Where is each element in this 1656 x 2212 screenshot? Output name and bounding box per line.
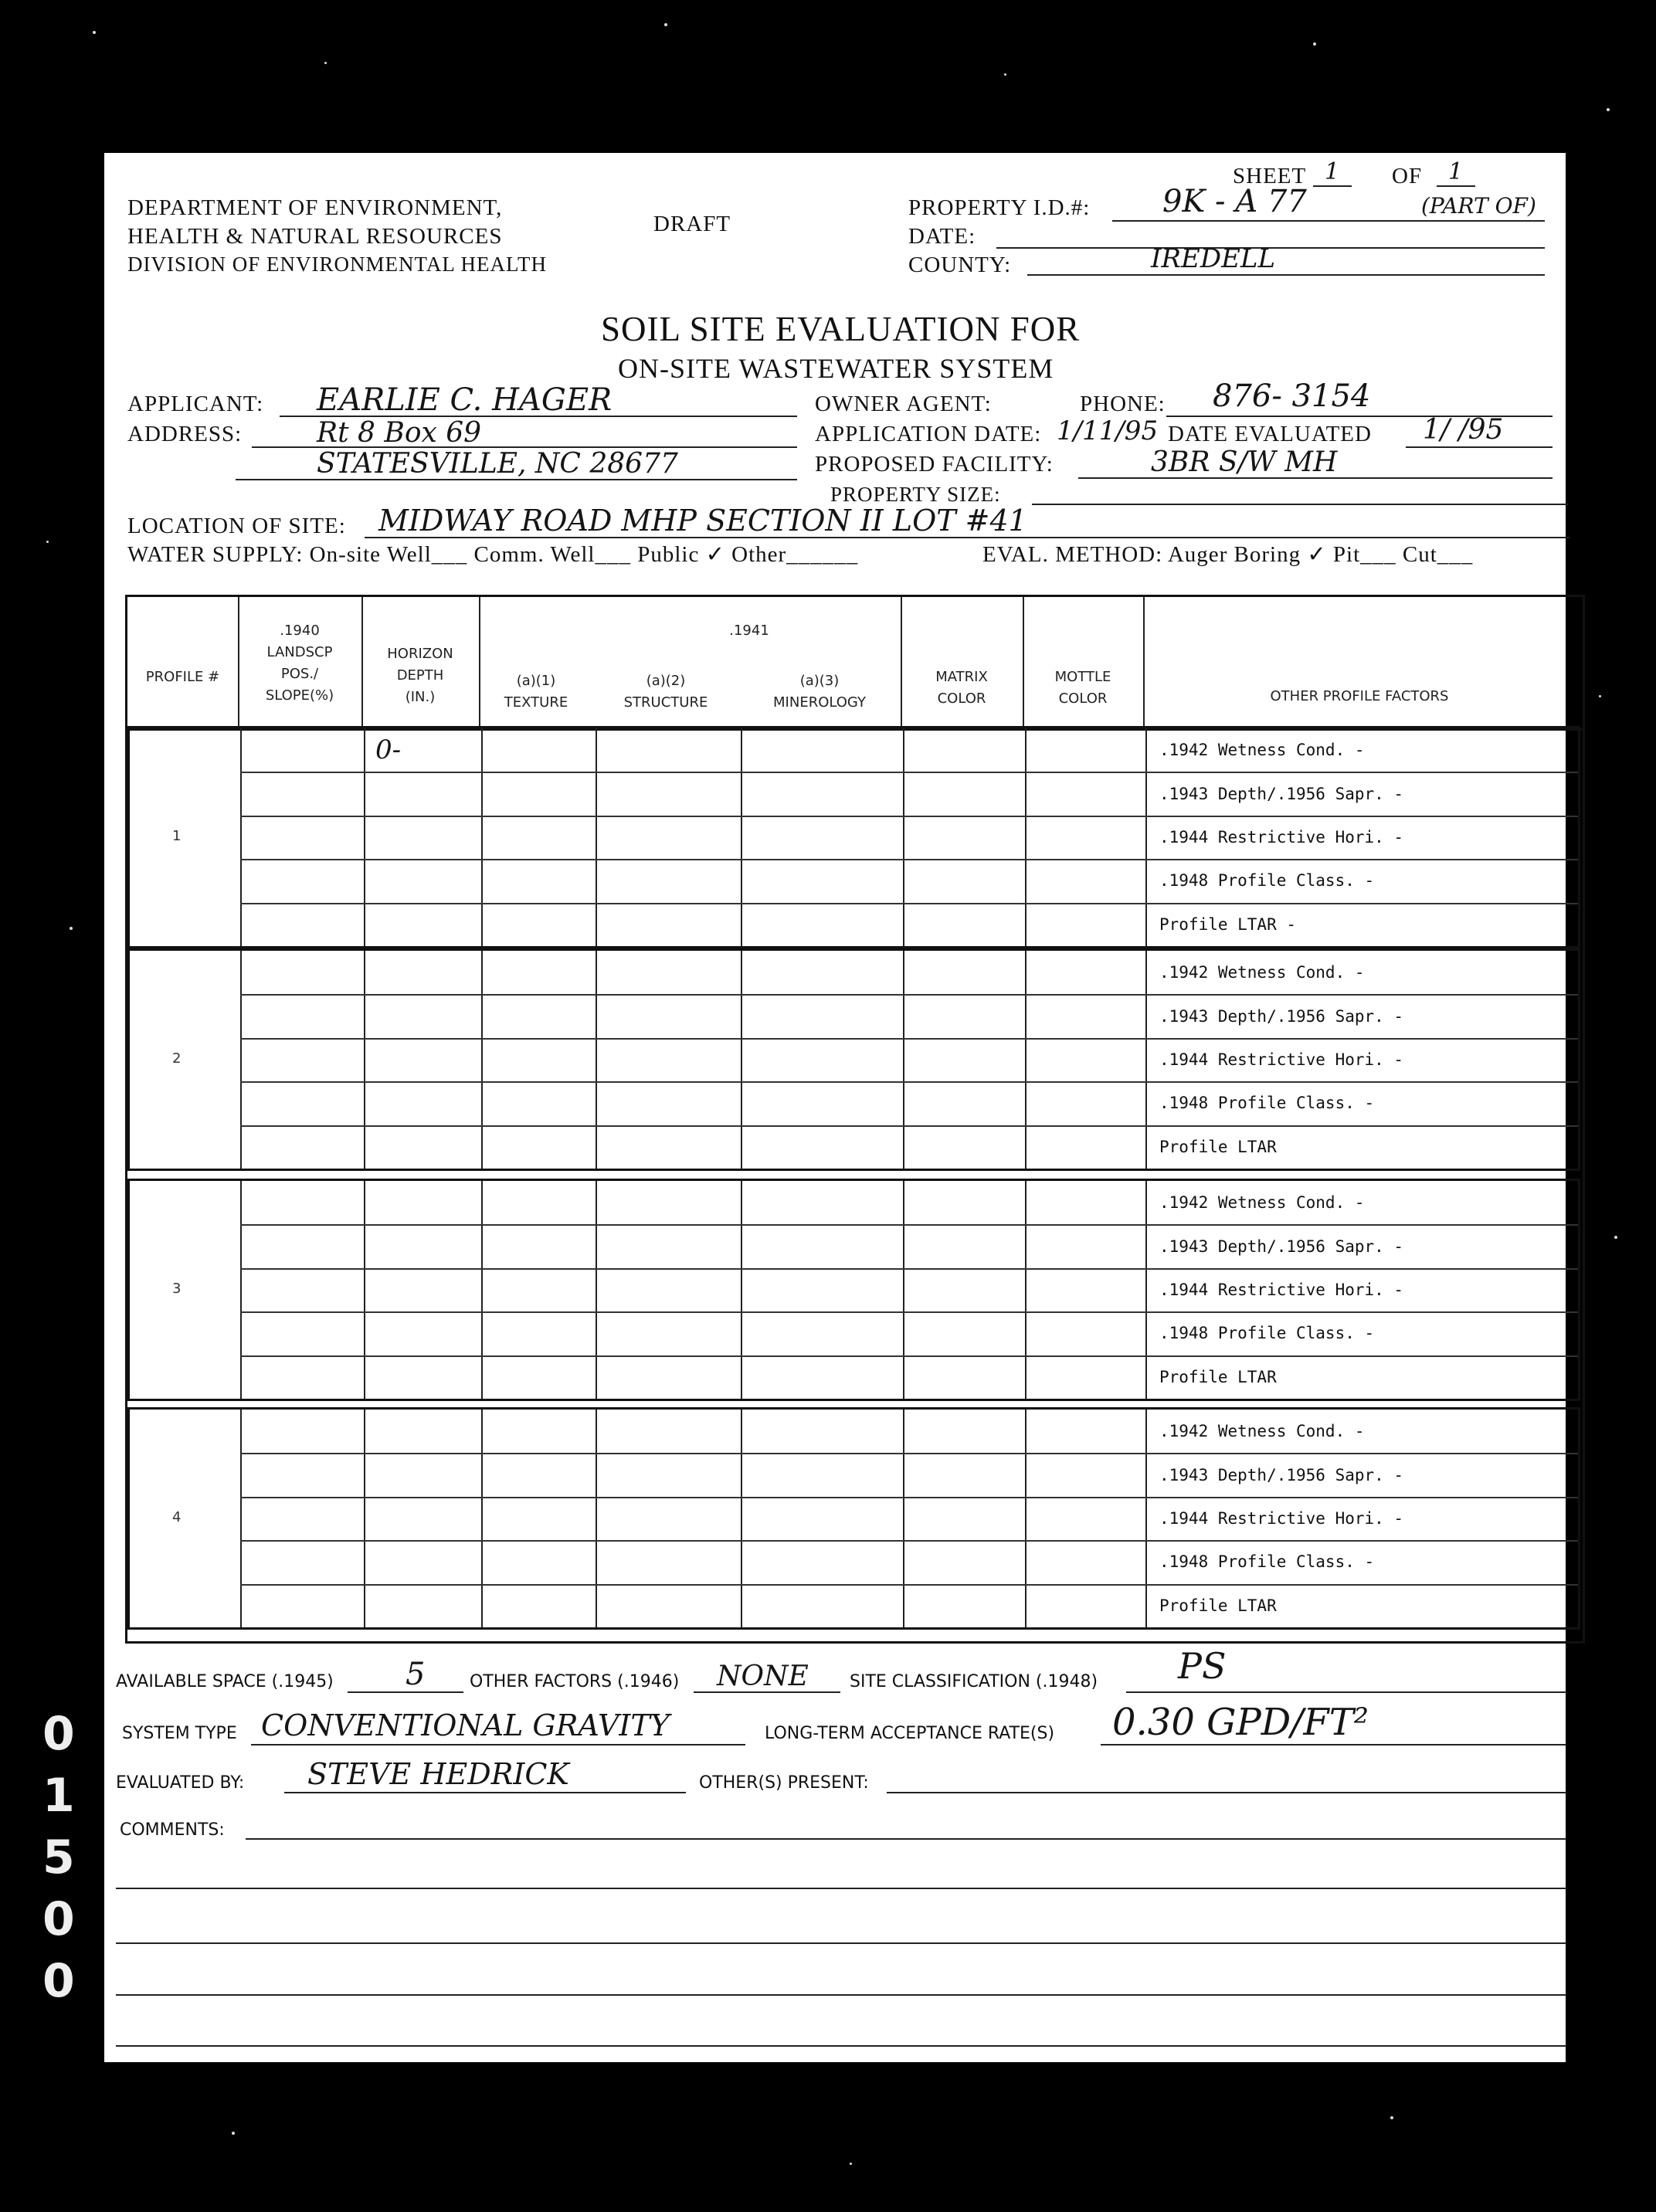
header-profile: PROFILE #: [145, 669, 220, 685]
stamp-digit: 1: [42, 1769, 75, 1823]
sheet-number: 1: [1325, 158, 1340, 185]
form-title-line-2: ON-SITE WASTEWATER SYSTEM: [618, 353, 1054, 384]
profile-factor-row: .1943 Depth/.1956 Sapr. -: [1159, 1007, 1404, 1026]
profile-factor-row: Profile LTAR: [1159, 1368, 1277, 1386]
property-id-value: 9K - A 77: [1162, 184, 1307, 219]
dept-line-3: DIVISION OF ENVIRONMENTAL HEALTH: [127, 253, 548, 276]
profile-factor-row: .1948 Profile Class. -: [1159, 1094, 1375, 1112]
site-classification-value: PS: [1178, 1645, 1227, 1687]
dept-line-1: DEPARTMENT OF ENVIRONMENT,: [127, 195, 503, 220]
date-label: DATE:: [908, 224, 976, 249]
county-value: IREDELL: [1151, 243, 1276, 274]
header-other-factors: OTHER PROFILE FACTORS: [1270, 688, 1449, 704]
profile-factor-row: .1942 Wetness Cond. -: [1159, 1422, 1365, 1440]
profile-factor-row: .1943 Depth/.1956 Sapr. -: [1159, 1466, 1404, 1484]
sheet-label: SHEET: [1233, 164, 1307, 188]
address-label: ADDRESS:: [127, 422, 243, 446]
profile-group-2: [127, 948, 1580, 1171]
evaluated-by-label: EVALUATED BY:: [116, 1773, 245, 1793]
profile-factor-row: Profile LTAR -: [1159, 915, 1297, 934]
profile-factor-row: .1942 Wetness Cond. -: [1159, 963, 1365, 982]
profile-factor-row: .1942 Wetness Cond. -: [1159, 741, 1365, 759]
date-evaluated-value: 1/ /95: [1423, 414, 1504, 446]
profile-factor-row: .1944 Restrictive Hori. -: [1159, 1281, 1404, 1299]
phone-value: 876- 3154: [1213, 378, 1371, 414]
date-evaluated-label: DATE EVALUATED: [1168, 422, 1372, 446]
header-matrix-color: MATRIX COLOR: [935, 669, 988, 707]
form-title-line-1: SOIL SITE EVALUATION FOR: [601, 310, 1081, 348]
available-space-label: AVAILABLE SPACE (.1945): [116, 1672, 334, 1691]
stamp-digit: 0: [42, 1892, 75, 1946]
others-present-label: OTHER(S) PRESENT:: [699, 1773, 869, 1793]
phone-label: PHONE:: [1080, 392, 1166, 416]
profile-factor-row: .1943 Depth/.1956 Sapr. -: [1159, 785, 1404, 803]
application-date-label: APPLICATION DATE:: [815, 422, 1042, 446]
profile-number: 4: [172, 1509, 182, 1525]
profile-group-3: [127, 1179, 1580, 1401]
header-horizon-depth: HORIZON DEPTH (IN.): [387, 646, 453, 705]
ltar-value: 0.30 GPD/FT²: [1112, 1701, 1369, 1744]
profile-factor-row: .1944 Restrictive Hori. -: [1159, 1509, 1404, 1528]
available-space-value: 5: [406, 1657, 426, 1692]
location-value: MIDWAY ROAD MHP SECTION II LOT #41: [378, 504, 1027, 538]
eval-method-line: EVAL. METHOD: Auger Boring ✓ Pit___ Cut___: [982, 542, 1474, 567]
proposed-facility-value: 3BR S/W MH: [1151, 446, 1338, 478]
profile-1-depth: 0-: [375, 735, 402, 765]
profile-factor-row: Profile LTAR: [1159, 1138, 1277, 1156]
stamp-digit: 5: [42, 1830, 75, 1885]
profile-factor-row: .1944 Restrictive Hori. -: [1159, 828, 1404, 846]
header-structure: (a)(2) STRUCTURE: [623, 673, 708, 711]
header-mottle-color: MOTTLE COLOR: [1054, 669, 1111, 707]
sheet-total: 1: [1448, 158, 1464, 185]
system-type-value: CONVENTIONAL GRAVITY: [261, 1708, 670, 1742]
county-label: COUNTY:: [908, 253, 1012, 277]
profile-group-4: [127, 1407, 1580, 1630]
address-line-2: STATESVILLE, NC 28677: [317, 448, 678, 480]
profile-factor-row: .1944 Restrictive Hori. -: [1159, 1050, 1404, 1069]
property-size-label: PROPERTY SIZE:: [830, 483, 1001, 506]
property-id-label: PROPERTY I.D.#:: [908, 195, 1091, 220]
profile-factor-row: .1942 Wetness Cond. -: [1159, 1193, 1365, 1212]
profile-number: 2: [172, 1050, 182, 1067]
property-id-note: (PART OF): [1421, 193, 1536, 219]
other-factors-value: NONE: [717, 1661, 809, 1692]
ltar-label: LONG-TERM ACCEPTANCE RATE(S): [765, 1724, 1055, 1743]
profile-factor-row: .1943 Depth/.1956 Sapr. -: [1159, 1237, 1404, 1256]
applicant-label: APPLICANT:: [127, 392, 264, 416]
system-type-label: SYSTEM TYPE: [122, 1724, 237, 1743]
draft-label: DRAFT: [653, 212, 731, 236]
comments-label: COMMENTS:: [120, 1820, 225, 1840]
evaluated-by-value: STEVE HEDRICK: [307, 1757, 569, 1791]
header-mineralogy: (a)(3) MINEROLOGY: [773, 673, 866, 711]
profile-number: 3: [172, 1281, 182, 1297]
of-label: OF: [1392, 164, 1423, 188]
profile-factor-row: .1948 Profile Class. -: [1159, 1324, 1375, 1342]
application-date-value: 1/11/95: [1057, 416, 1159, 446]
profile-number: 1: [172, 828, 182, 844]
header-texture: (a)(1) TEXTURE: [504, 673, 568, 711]
dept-line-2: HEALTH & NATURAL RESOURCES: [127, 224, 503, 249]
applicant-value: EARLIE C. HAGER: [317, 382, 613, 418]
site-classification-label: SITE CLASSIFICATION (.1948): [850, 1672, 1098, 1691]
other-factors-label: OTHER FACTORS (.1946): [470, 1672, 680, 1691]
stamp-digit: 0: [42, 1707, 75, 1761]
profile-factor-row: Profile LTAR: [1159, 1596, 1277, 1615]
header-landscape: .1940 LANDSCP POS./ SLOPE(%): [265, 623, 334, 704]
proposed-facility-label: PROPOSED FACILITY:: [815, 452, 1054, 477]
profile-factor-row: .1948 Profile Class. -: [1159, 1552, 1375, 1571]
location-label: LOCATION OF SITE:: [127, 514, 346, 538]
profile-factor-row: .1948 Profile Class. -: [1159, 871, 1375, 890]
owner-agent-label: OWNER AGENT:: [815, 392, 992, 416]
stamp-digit: 0: [42, 1954, 75, 2008]
header-1941: .1941: [729, 623, 769, 639]
profile-group-1: [127, 726, 1580, 948]
address-line-1: Rt 8 Box 69: [317, 417, 482, 449]
water-supply-line: WATER SUPPLY: On-site Well___ Comm. Well___ Public ✓ Other______: [127, 542, 859, 567]
